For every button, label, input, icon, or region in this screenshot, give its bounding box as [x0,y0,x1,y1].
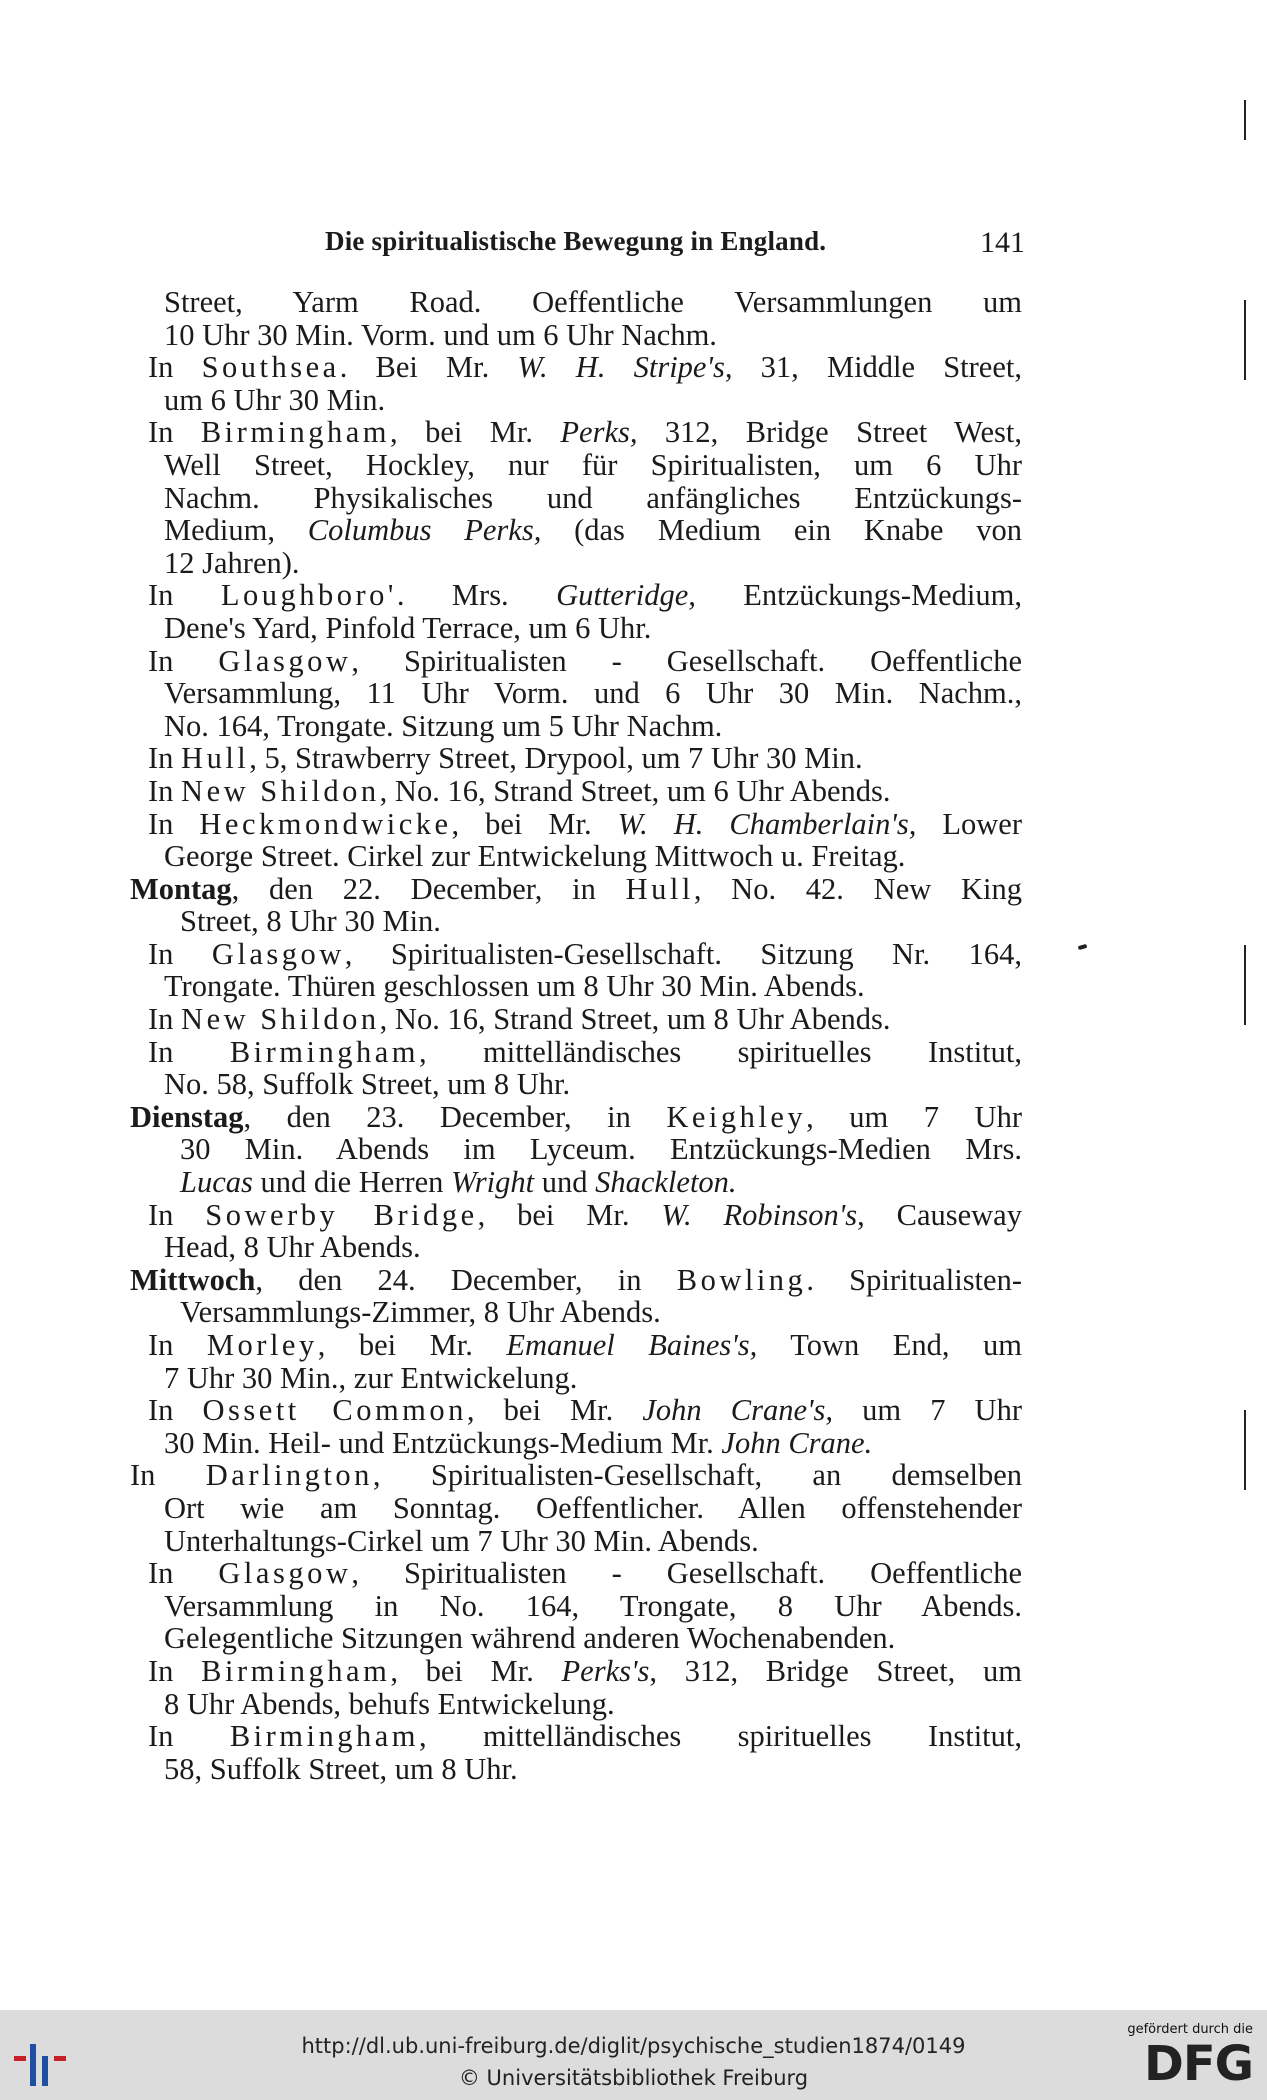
text-run: Well Street, Hockley, nur für Spiritualisten, um 6 Uhr [164,447,1022,482]
scan-edge-mark [1244,300,1246,380]
text-run: , Spiritualisten-Gesellschaft. Sitzung Nr. 164, [344,936,1022,971]
person-name: Gutteridge, [556,578,696,613]
text-run: Versammlungs-Zimmer, 8 Uhr Abends. [180,1295,661,1330]
text-run: In [148,741,182,776]
dfg-caption: gefördert durch die [1127,2022,1253,2037]
person-name: Columbus Perks, [307,513,542,548]
text-line [164,840,1022,873]
text-run: 312, Bridge Street West, [637,415,1022,450]
text-run: , No. 16, Strand Street, um 6 Uhr Abends. [379,773,891,808]
text-line [164,677,1022,710]
place-name: Birmingham [229,1034,420,1069]
place-name: New Shildon [181,773,380,808]
person-name: Shackleton. [595,1165,737,1200]
person-name: Emanuel Baines's, [506,1328,758,1362]
text-line [164,1362,1022,1395]
text-run: , Spiritualisten - Gesellschaft. Oeffentliche [351,1556,1022,1591]
text-run: Entzückungs-Medium, [695,578,1022,613]
text-line [164,482,1022,515]
text-line [148,1720,1022,1753]
place-name: Sowerby Bridge [205,1197,478,1232]
text-run: 12 Jahren). [164,545,300,580]
text-run: um 6 Uhr 30 Min. [164,382,386,417]
text-line [164,1525,1022,1558]
text-line [180,1166,1022,1199]
running-header [165,226,1025,266]
text-line [148,579,1022,612]
text-line [148,1329,1022,1362]
text-run: In [148,415,201,450]
running-title: Die spiritualistische Bewegung in England. [325,226,827,256]
text-run: , mittelländisches spirituelles Institut, [419,1719,1022,1754]
text-run: In [148,1002,182,1037]
text-line [130,1459,1022,1492]
place-name: Glasgow [218,643,352,678]
text-run: Trongate. Thüren geschlossen um 8 Uhr 30 Min. Abends. [164,969,865,1004]
text-run: , bei Mr. [390,1653,562,1688]
text-run: Ort wie am Sonntag. Oeffentlicher. Allen offenstehender [164,1490,1022,1525]
text-run: , um 7 Uhr [806,1099,1022,1134]
text-line [148,1655,1022,1688]
text-run: , Spiritualisten-Gesellschaft, an demselben [372,1458,1022,1493]
weekday-heading: Dienstag [130,1099,244,1134]
dfg-logo: DFG [1143,2036,1253,2092]
text-run: Medium, [164,513,308,548]
text-run: , bei Mr. [390,415,561,450]
text-run: Street, 8 Uhr 30 Min. [180,904,441,939]
place-name: New Shildon [181,1002,380,1037]
scan-edge-mark [1244,100,1246,140]
person-name: Lucas [180,1165,253,1200]
footer-url[interactable]: http://dl.ub.uni-freiburg.de/diglit/psychische_studien1874/0149 [301,2034,966,2058]
text-run: 30 Min. Abends im Lyceum. Entzückungs-Medien Mrs. [180,1132,1022,1167]
text-run: In [148,1556,219,1591]
text-line [148,1036,1022,1069]
text-run: und die Herren [252,1165,452,1200]
text-line [164,970,1022,1003]
text-run: Versammlung in No. 164, Trongate, 8 Uhr Abends. [164,1588,1022,1623]
place-name: Ossett Common [202,1393,467,1428]
text-run: Unterhaltungs-Cirkel um 7 Uhr 30 Min. Abends. [164,1523,759,1558]
person-name: W. H. Chamberlain's, [617,806,917,841]
scan-edge-mark [1244,1410,1246,1490]
text-run: In [148,643,219,678]
person-name: Perks, [560,415,638,450]
text-line [164,1688,1022,1721]
text-run: In [148,1034,230,1069]
footer-bar [0,2010,1267,2100]
weekday-heading: Montag [130,871,232,906]
text-run: . Mrs. [396,578,557,613]
place-name: Birmingham [229,1719,420,1754]
text-line [164,384,1022,417]
text-run: In [148,806,200,841]
place-name: Southsea [201,350,340,385]
text-run: 10 Uhr 30 Min. Vorm. und um 6 Uhr Nachm. [164,317,717,352]
place-name: Bowling [676,1262,807,1297]
dfg-badge [1113,2022,1253,2092]
text-run: In [148,1328,207,1362]
text-run: In [148,350,202,385]
text-line [148,742,1022,775]
place-name: Loughboro' [220,578,397,613]
text-line [180,1133,1022,1166]
text-line [180,905,1022,938]
place-name: Darlington [205,1458,373,1493]
text-line [164,710,1022,743]
text-run: Head, 8 Uhr Abends. [164,1230,421,1265]
person-name: W. H. Stripe's, [517,350,733,385]
text-line [148,645,1022,678]
place-name: Hull [625,871,694,906]
place-name: Glasgow [218,1556,352,1591]
person-name: Wright [451,1165,535,1200]
text-run: , No. 42. New King [693,871,1022,906]
text-run: . Spiritualisten- [806,1262,1022,1297]
text-line [148,775,1022,808]
person-name: W. Robinson's [661,1197,858,1232]
text-run: In [148,773,182,808]
text-run: In [148,578,221,613]
text-run: 30 Min. Heil- und Entzückungs-Medium Mr. [164,1425,722,1460]
person-name: John Crane. [721,1425,873,1460]
text-line [148,416,1022,449]
text-line [148,351,1022,384]
text-line [164,449,1022,482]
body-text [130,285,1022,1786]
text-run: Gelegentliche Sitzungen während anderen Wochenabenden. [164,1621,896,1656]
text-run: , bei Mr. [451,806,618,841]
place-name: Heckmondwicke [199,806,452,841]
text-line [164,1622,1022,1655]
text-line [164,286,1022,319]
place-name: Birmingham [201,1653,391,1688]
text-run: No. 164, Trongate. Sitzung um 5 Uhr Nachm. [164,708,723,743]
text-run: Versammlung, 11 Uhr Vorm. und 6 Uhr 30 Min. Nachm., [164,676,1022,711]
text-run: , Causeway [857,1197,1022,1232]
text-line [148,1394,1022,1427]
place-name: Glasgow [211,936,345,971]
text-line [180,1296,1022,1329]
text-line [148,938,1022,971]
text-run: und [534,1165,596,1200]
text-line [148,1557,1022,1590]
text-run: In [148,1653,202,1688]
text-line [164,547,1022,580]
text-run: Lower [916,806,1022,841]
text-line [130,1101,1022,1134]
text-run: Nachm. Physikalisches und anfängliches Entzückungs- [164,480,1022,515]
text-run: , No. 16, Strand Street, um 8 Uhr Abends. [379,1002,891,1037]
text-line [148,1199,1022,1232]
text-line [164,1492,1022,1525]
place-name: Morley [206,1328,318,1362]
text-line [164,1753,1022,1786]
text-run: , den 23. December, in [243,1099,667,1134]
text-run: 58, Suffolk Street, um 8 Uhr. [164,1751,518,1786]
weekday-heading: Mittwoch [130,1262,256,1297]
text-run: , den 22. December, in [231,871,626,906]
text-line [164,514,1022,547]
text-run: No. 58, Suffolk Street, um 8 Uhr. [164,1067,571,1102]
text-run: um 7 Uhr [833,1393,1022,1428]
scan-speck [1078,944,1088,950]
text-line [148,808,1022,841]
text-run: George Street. Cirkel zur Entwickelung Mittwoch u. Freitag. [164,839,906,874]
text-run: , den 24. December, in [255,1262,677,1297]
text-line [164,1427,1022,1460]
text-run: 31, Middle Street, [732,350,1022,385]
text-run: 7 Uhr 30 Min., zur Entwickelung. [164,1360,578,1395]
text-run: Street, Yarm Road. Oeffentliche Versammlungen um [164,285,1022,319]
text-run: Dene's Yard, Pinfold Terrace, um 6 Uhr. [164,610,652,645]
text-run: In [148,1197,206,1232]
text-run: In [148,1393,203,1428]
text-line [164,612,1022,645]
text-line [148,1003,1022,1036]
scan-edge-mark [1244,945,1246,1025]
text-run: , bei Mr. [317,1328,507,1362]
footer-copyright: © Universitätsbibliothek Freiburg [458,2066,809,2090]
text-run: In [148,1719,230,1754]
text-run: In [148,936,212,971]
text-line [130,873,1022,906]
text-run: , bei Mr. [477,1197,662,1232]
page-number: 141 [980,226,1025,259]
place-name: Keighley [666,1099,807,1134]
text-line [130,1264,1022,1297]
text-run: , 312, Bridge Street, um [649,1653,1022,1688]
text-line [164,1590,1022,1623]
place-name: Birmingham [200,415,391,450]
text-line [164,319,1022,352]
text-run: 8 Uhr Abends, behufs Entwickelung. [164,1686,615,1721]
text-run: In [130,1458,206,1493]
text-run: (das Medium ein Knabe von [541,513,1022,548]
text-line [164,1068,1022,1101]
person-name: John Crane's, [642,1393,834,1428]
person-name: Perks's [561,1653,650,1688]
text-run: , Spiritualisten - Gesellschaft. Oeffentliche [351,643,1022,678]
text-run: Town End, um [757,1328,1022,1362]
text-run: , 5, Strawberry Street, Drypool, um 7 Uhr 30 Min. [249,741,863,776]
text-run: , mittelländisches spirituelles Institut, [419,1034,1022,1069]
text-run: , bei Mr. [466,1393,643,1428]
text-run: . Bei Mr. [339,350,518,385]
text-line [164,1231,1022,1264]
place-name: Hull [181,741,250,776]
